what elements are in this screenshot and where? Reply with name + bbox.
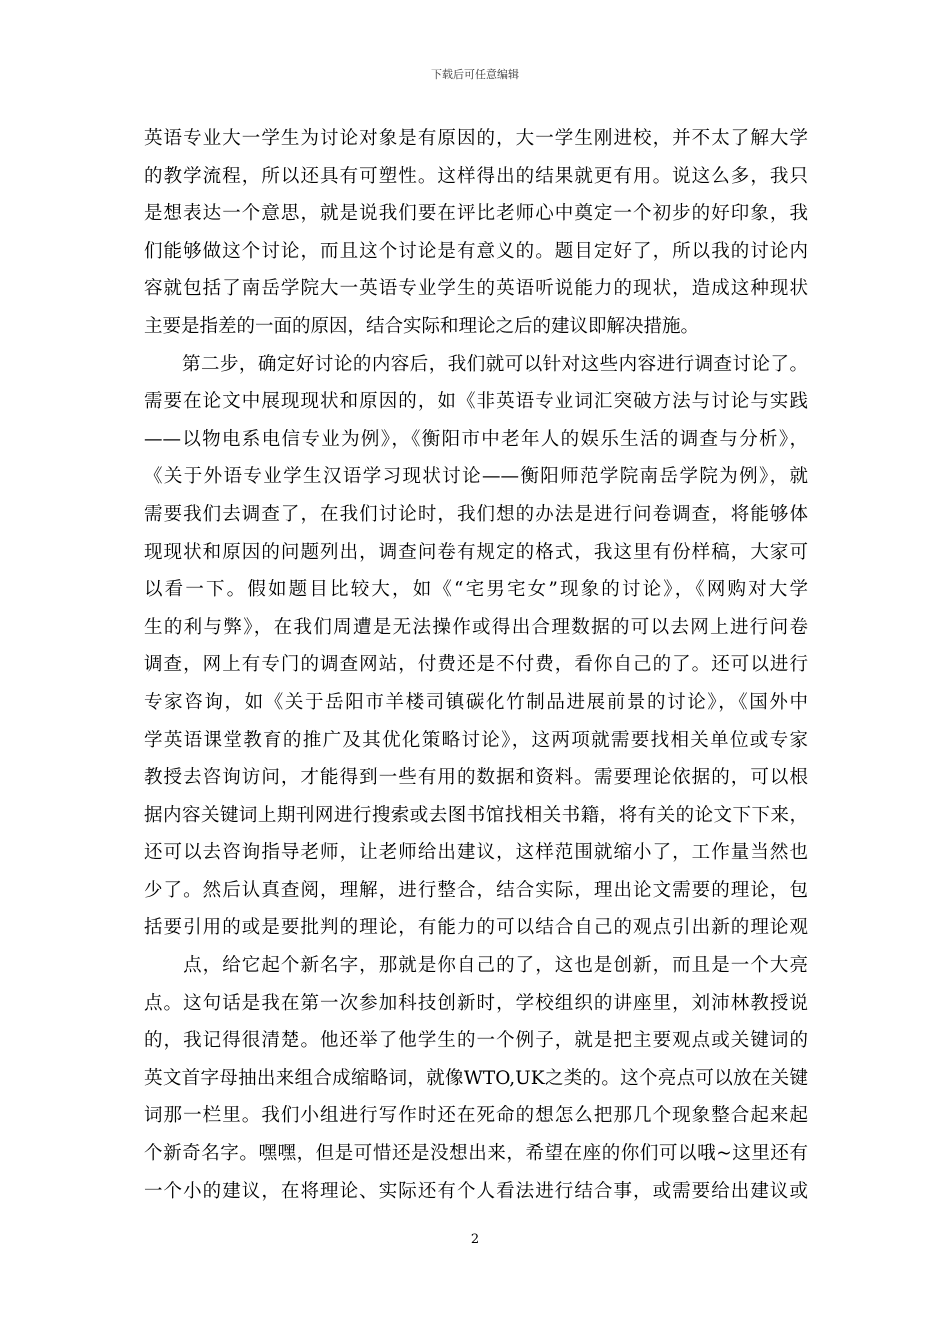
text-line: 《关于外语专业学生汉语学习现状讨论——衡阳师范学院南岳学院为例》，就	[144, 466, 808, 488]
text-line: 括要引用的或是要批判的理论，有能力的可以结合自己的观点引出新的理论观	[144, 917, 808, 939]
text-line: 词那一栏里。我们小组进行写作时还在死命的想怎么把那几个现象整合起来起	[144, 1105, 808, 1127]
text-line: 的教学流程，所以还具有可塑性。这样得出的结果就更有用。说这么多，我只	[144, 165, 808, 187]
text-line: 调查，网上有专门的调查网站，付费还是不付费，看你自己的了。还可以进行	[144, 654, 808, 676]
text-line: 点。这句话是我在第一次参加科技创新时，学校组织的讲座里，刘沛林教授说	[144, 992, 808, 1014]
text-line: 主要是指差的一面的原因，结合实际和理论之后的建议即解决措施。	[144, 315, 700, 337]
text-line: 们能够做这个讨论，而且这个讨论是有意义的。题目定好了，所以我的讨论内	[144, 240, 808, 262]
text-line: 据内容关键词上期刊网进行搜索或去图书馆找相关书籍，将有关的论文下下来，	[144, 804, 808, 826]
text-line: 现现状和原因的问题列出，调查问卷有规定的格式，我这里有份样稿，大家可	[144, 541, 808, 563]
text-line: 是想表达一个意思，就是说我们要在评比老师心中奠定一个初步的好印象，我	[144, 203, 808, 225]
page-header: 下载后可任意编辑	[431, 68, 519, 81]
text-line: 以看一下。假如题目比较大，如《“宅男宅女”现象的讨论》，《网购对大学	[144, 579, 808, 601]
document-body	[144, 120, 808, 1210]
text-line: 点，给它起个新名字，那就是你自己的了，这也是创新，而且是一个大亮	[144, 955, 808, 977]
text-line: ——以物电系电信专业为例》，《衡阳市中老年人的娱乐生活的调查与分析》，	[144, 428, 808, 450]
text-line: 需要我们去调查了，在我们讨论时，我们想的办法是进行问卷调查，将能够体	[144, 503, 808, 525]
page-number: 2	[470, 1232, 480, 1247]
text-line: 一个小的建议，在将理论、实际还有个人看法进行结合事，或需要给出建议或	[144, 1180, 808, 1202]
text-line: 英语专业大一学生为讨论对象是有原因的，大一学生刚进校，并不太了解大学	[144, 128, 808, 149]
text-line: 还可以去咨询指导老师，让老师给出建议，这样范围就缩小了，工作量当然也	[144, 842, 808, 864]
text-line: 容就包括了南岳学院大一英语专业学生的英语听说能力的现状，造成这种现状	[144, 278, 808, 300]
text-line: 第二步，确定好讨论的内容后，我们就可以针对这些内容进行调查讨论了。	[144, 353, 808, 375]
text-line: 少了。然后认真查阅，理解，进行整合，结合实际，理出论文需要的理论，包	[144, 879, 808, 901]
text-line: 英文首字母抽出来组合成缩略词，就像WTO,UK之类的。这个亮点可以放在关键	[144, 1067, 808, 1089]
text-line: 专家咨询，如《关于岳阳市羊楼司镇碳化竹制品进展前景的讨论》，《国外中	[144, 691, 808, 713]
text-line: 需要在论文中展现现状和原因的，如《非英语专业词汇突破方法与讨论与实践	[144, 391, 808, 413]
text-line: 教授去咨询访问，才能得到一些有用的数据和资料。需要理论依据的，可以根	[144, 767, 808, 789]
text-line: 生的利与弊》，在我们周遭是无法操作或得出合理数据的可以去网上进行问卷	[144, 616, 808, 638]
text-line: 个新奇名字。嘿嘿，但是可惜还是没想出来，希望在座的你们可以哦~这里还有	[144, 1143, 808, 1165]
text-line: 学英语课堂教育的推广及其优化策略讨论》，这两项就需要找相关单位或专家	[144, 729, 808, 751]
text-line: 的，我记得很清楚。他还举了他学生的一个例子，就是把主要观点或关键词的	[144, 1030, 808, 1052]
